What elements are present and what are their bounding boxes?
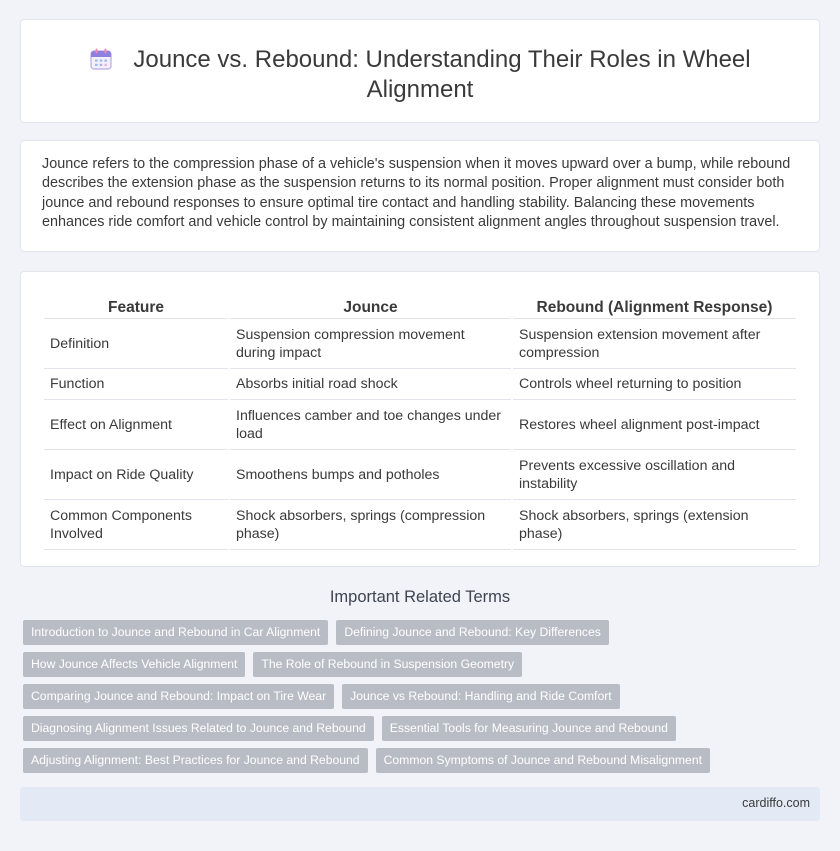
related-term-tag[interactable]: The Role of Rebound in Suspension Geometry (253, 652, 522, 677)
table-cell: Common Components Involved (44, 500, 228, 550)
related-term-tag[interactable]: Adjusting Alignment: Best Practices for Jounce and Rebound (23, 748, 368, 773)
table-cell: Suspension compression movement during impact (230, 319, 511, 369)
related-terms-title: Important Related Terms (329, 588, 511, 606)
footer-site-link[interactable]: cardiffo.com (742, 796, 810, 810)
tag-row (23, 620, 813, 652)
related-term-tag[interactable]: Comparing Jounce and Rebound: Impact on Tire Wear (23, 684, 334, 709)
related-term-tag[interactable]: Common Symptoms of Jounce and Rebound Misalignment (376, 748, 710, 773)
related-term-tag[interactable]: Diagnosing Alignment Issues Related to Jounce and Rebound (23, 716, 374, 741)
table-cell: Absorbs initial road shock (230, 369, 511, 400)
comparison-table (42, 295, 798, 550)
related-term-tag[interactable]: Introduction to Jounce and Rebound in Car Alignment (23, 620, 328, 645)
table-cell: Shock absorbers, springs (compression phase) (230, 500, 511, 550)
table-header-row (44, 295, 796, 319)
table-cell: Prevents excessive oscillation and instability (513, 450, 796, 500)
related-term-tag[interactable]: Essential Tools for Measuring Jounce and Rebound (382, 716, 676, 741)
table-cell: Shock absorbers, springs (extension phase) (513, 500, 796, 550)
table-cell: Controls wheel returning to position (513, 369, 796, 400)
table-cell: Effect on Alignment (44, 400, 228, 450)
table-cell: Definition (44, 319, 228, 369)
table-cell: Suspension extension movement after compression (513, 319, 796, 369)
tag-row (23, 716, 813, 748)
related-term-tag[interactable]: Defining Jounce and Rebound: Key Differences (336, 620, 609, 645)
related-term-tag[interactable]: Jounce vs Rebound: Handling and Ride Comfort (342, 684, 620, 709)
intro-card (20, 140, 820, 252)
comparison-card (20, 271, 820, 567)
header-card (20, 19, 820, 123)
tag-row (23, 652, 813, 684)
table-cell: Influences camber and toe changes under load (230, 400, 511, 450)
footer (20, 787, 820, 821)
column-header: Feature (44, 295, 228, 319)
table-cell: Smoothens bumps and potholes (230, 450, 511, 500)
table-cell: Impact on Ride Quality (44, 450, 228, 500)
column-header: Rebound (Alignment Response) (513, 295, 796, 319)
title-line-2: Alignment (366, 76, 474, 103)
page-title (21, 45, 819, 105)
table-row (44, 450, 796, 500)
table-row (44, 400, 796, 450)
column-header: Jounce (230, 295, 511, 319)
table-row (44, 369, 796, 400)
table-row (44, 319, 796, 369)
table-row (44, 500, 796, 550)
table-cell: Function (44, 369, 228, 400)
tag-row (23, 684, 813, 716)
related-term-tag[interactable]: How Jounce Affects Vehicle Alignment (23, 652, 245, 677)
title-line-1: Jounce vs. Rebound: Understanding Their Roles in Wheel (133, 46, 751, 73)
table-cell: Restores wheel alignment post-impact (513, 400, 796, 450)
intro-paragraph: Jounce refers to the compression phase of a vehicle's suspension when it moves upward over a bump, while rebound describes the extension phase as the suspension returns to its normal position. Proper alignment must consider both jounce and rebound responses to ensure optimal tire contact and handling stability. Balancing these movements enhances ride comfort and vehicle control by maintaining consistent alignment angles throughout suspension travel. (42, 156, 791, 231)
tag-row (23, 748, 813, 780)
calendar-icon (89, 47, 113, 71)
related-terms-list (23, 620, 813, 780)
